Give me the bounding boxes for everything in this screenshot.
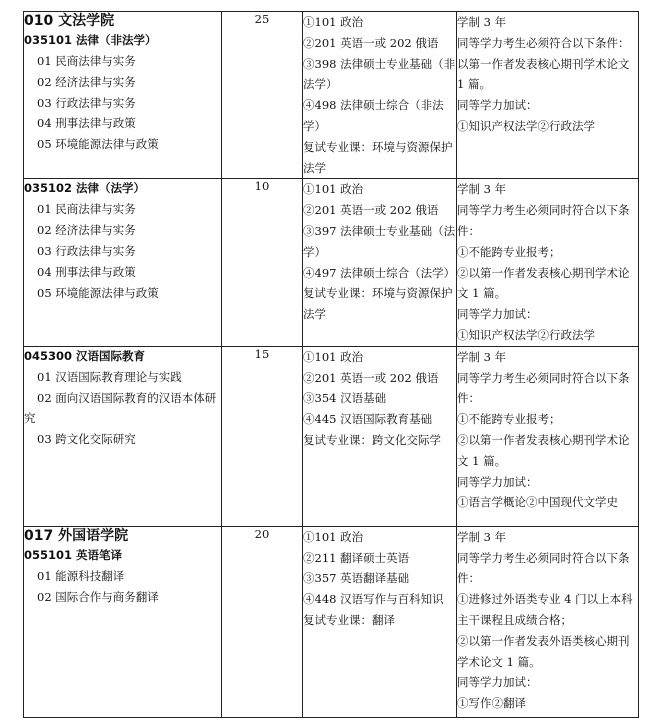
note-line: 同等学力加试：	[457, 307, 538, 322]
college-title: 010 文法学院	[24, 13, 115, 29]
direction-item: 05 环境能源法律与政策	[37, 285, 159, 300]
table-row	[24, 526, 639, 717]
exam-subject: ③397 法律硕士专业基础（法学）	[303, 223, 456, 259]
direction-item: 05 环境能源法律与政策	[37, 137, 159, 152]
direction-item: 03 行政法律与实务	[37, 95, 136, 110]
program-cell	[24, 346, 222, 526]
note-line: ②以第一作者发表外语类核心期刊学术论文 1 篇。	[457, 633, 630, 669]
direction-item: 02 经济法律与实务	[37, 74, 136, 89]
direction-item: 04 刑事法律与政策	[37, 264, 136, 279]
exam-subject: ①101 政治	[303, 529, 364, 544]
note-line: ②以第一作者发表核心期刊学术论文 1 篇。	[457, 432, 630, 468]
note-line: 同等学力加试：	[457, 675, 538, 690]
exam-subject: ②201 英语一或 202 俄语	[303, 35, 439, 50]
program-cell	[24, 12, 222, 179]
notes-cell	[457, 526, 639, 717]
direction-item: 02 面向汉语国际教育的汉语本体研究	[24, 390, 217, 426]
enrollment-count: 10	[222, 179, 303, 346]
note-line: 同等学力考生必须符合以下条件：以第一作者发表核心期刊学术论文 1 篇。	[457, 35, 630, 92]
direction-item: 04 刑事法律与政策	[37, 116, 136, 131]
exam-subject: ②211 翻译硕士英语	[303, 550, 410, 565]
exam-subject: ④445 汉语国际教育基础	[303, 412, 433, 427]
note-line: ②以第一作者发表核心期刊学术论文 1 篇。	[457, 265, 630, 301]
exam-subject: ①101 政治	[303, 15, 364, 29]
exam-subjects-cell	[303, 179, 457, 346]
enrollment-count: 20	[222, 526, 303, 717]
note-line: ①语言学概论②中国现代文学史	[457, 495, 618, 510]
exam-subject: ④497 法律硕士综合（法学）	[303, 265, 456, 280]
enrollment-count: 15	[222, 346, 303, 526]
major-title: 035101 法律（非法学）	[24, 33, 157, 47]
exam-subjects-cell	[303, 526, 457, 717]
exam-subjects-cell	[303, 346, 457, 526]
exam-subject: ③354 汉语基础	[303, 391, 387, 406]
retest-subject: 复试专业课：环境与资源保护法学	[303, 286, 453, 322]
direction-item: 01 民商法律与实务	[37, 54, 136, 68]
retest-subject: 复试专业课：跨文化交际学	[303, 432, 441, 447]
exam-subject: ③398 法律硕士专业基础（非法学）	[303, 56, 456, 92]
note-line: 学制 3 年	[457, 15, 507, 29]
direction-item: 02 经济法律与实务	[37, 223, 136, 238]
notes-cell	[457, 346, 639, 526]
notes-cell	[457, 12, 639, 179]
direction-item: 03 跨文化交际研究	[37, 432, 136, 447]
program-cell	[24, 179, 222, 346]
note-line: ①写作②翻译	[457, 696, 526, 711]
exam-subjects-cell	[303, 12, 457, 179]
note-line: ①进修过外语类专业 4 门以上本科主干课程且成绩合格；	[457, 592, 633, 627]
note-line: 同等学力加试：	[457, 474, 538, 489]
table-row	[24, 346, 639, 526]
direction-item: 01 汉语国际教育理论与实践	[37, 369, 182, 384]
retest-subject: 复试专业课：翻译	[303, 612, 395, 627]
note-line: 同等学力考生必须同时符合以下条件：	[457, 203, 630, 238]
major-title: 045300 汉语国际教育	[24, 348, 146, 363]
notes-cell	[457, 179, 639, 346]
note-line: ①知识产权法学②行政法学	[457, 327, 595, 342]
major-title: 035102 法律（法学）	[24, 181, 146, 196]
direction-item: 03 行政法律与实务	[37, 243, 136, 258]
exam-subject: ②201 英语一或 202 俄语	[303, 203, 439, 218]
exam-subject: ②201 英语一或 202 俄语	[303, 370, 439, 385]
note-line: 学制 3 年	[457, 182, 507, 197]
retest-subject: 复试专业课：环境与资源保护法学	[303, 139, 453, 175]
note-line: 学制 3 年	[457, 529, 507, 544]
note-line: ①知识产权法学②行政法学	[457, 118, 595, 133]
note-line: 同等学力加试：	[457, 98, 538, 113]
exam-subject: ①101 政治	[303, 182, 364, 197]
note-line: 学制 3 年	[457, 349, 507, 364]
admissions-table	[23, 11, 639, 718]
enrollment-count: 25	[222, 12, 303, 179]
note-line: 同等学力考生必须同时符合以下条件：	[457, 550, 630, 586]
program-cell	[24, 526, 222, 717]
exam-subject: ④498 法律硕士综合（非法学）	[303, 98, 444, 133]
table-row	[24, 179, 639, 346]
note-line: ①不能跨专业报考；	[457, 412, 561, 427]
exam-subject: ①101 政治	[303, 349, 364, 364]
exam-subject: ③357 英语翻译基础	[303, 571, 410, 586]
college-title: 017 外国语学院	[24, 527, 129, 544]
major-title: 055101 英语笔译	[24, 547, 123, 562]
table-row	[24, 12, 639, 179]
direction-item: 01 民商法律与实务	[37, 202, 136, 217]
exam-subject: ④448 汉语写作与百科知识	[303, 592, 444, 607]
direction-item: 02 国际合作与商务翻译	[37, 589, 159, 604]
note-line: ①不能跨专业报考；	[457, 244, 561, 259]
note-line: 同等学力考生必须同时符合以下条件：	[457, 370, 630, 406]
direction-item: 01 能源科技翻译	[37, 568, 125, 583]
